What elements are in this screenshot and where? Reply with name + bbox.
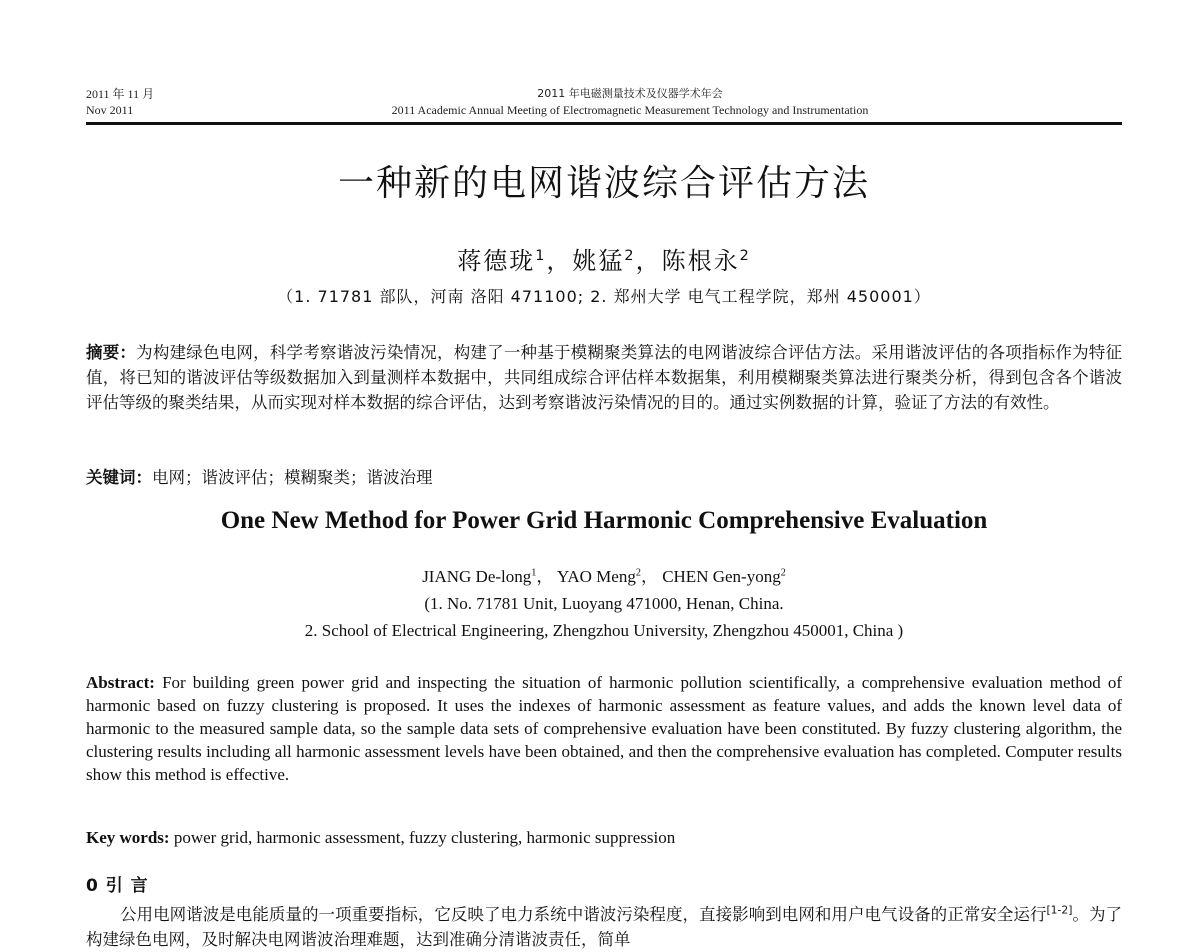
authors-cn	[86, 246, 1122, 276]
abstract-en-text: For building green power grid and inspecting the situation of harmonic pollution scientifically, a comprehensive evaluation method of harmonic based on fuzzy clustering is proposed. It uses the indexes of harmonic assessment as feature values, and adds the known level data of harmonic to the measured sample data, so the sample data sets of comprehensive evaluation have been constituted. By fuzzy clustering algorithm, the clustering results including all harmonic assessment levels have been obtained, and then the comprehensive evaluation has completed. Computer results show this method is effective.	[86, 673, 1122, 784]
abstract-en	[86, 671, 1122, 786]
affiliation-en-line-1: (1. No. 71781 Unit, Luoyang 471000, Henan, China.	[424, 594, 784, 613]
paper-title-en: One New Method for Power Grid Harmonic Comprehensive Evaluation	[220, 507, 988, 534]
keywords-en	[86, 826, 1122, 849]
abstract-cn-text: 为构建绿色电网，科学考察谐波污染情况，构建了一种基于模糊聚类算法的电网谐波综合评估方法。采用谐波评估的各项指标作为特征值，将已知的谐波评估等级数据加入到量测样本数据中，共同组成综合评估样本数据集，利用模糊聚类算法进行聚类分析，得到包含各个谐波评估等级的聚类结果，从而实现对样本数据的综合评估，达到考察谐波污染情况的目的。通过实例数据的计算，验证了方法的有效性。	[86, 343, 1123, 412]
author-cn-1: 蒋德珑$^1$，	[457, 247, 573, 275]
header-rule	[86, 122, 1122, 125]
header-conference-cn: 2011 年电磁测量技术及仪器学术年会	[537, 87, 723, 100]
running-header-conference	[300, 86, 960, 118]
author-cn-3: 陈根永$^2$	[661, 247, 751, 275]
authors-en	[86, 565, 1122, 589]
keywords-en-label: Key words:	[86, 828, 170, 847]
header-date-cn: 2011 年 11 月	[86, 87, 155, 101]
keywords-cn-label: 关键词：	[86, 468, 152, 487]
author-en-3: CHEN Gen-yong$^2$	[662, 567, 786, 586]
header-date-en: Nov 2011	[86, 103, 134, 117]
affiliation-en-line-2: 2. School of Electrical Engineering, Zhengzhou University, Zhengzhou 450001, China )	[304, 621, 904, 640]
section-paragraph-introduction: 公用电网谐波是电能质量的一项重要指标，它反映了电力系统中谐波污染程度，直接影响到电网和用户电气设备的正常安全运行[1-2]。为了构建绿色电网，及时解决电网谐波治理难题，达到准确分清谐波责任，简单	[86, 903, 1123, 949]
abstract-en-label: Abstract:	[86, 673, 155, 692]
header-conference-en: 2011 Academic Annual Meeting of Electromagnetic Measurement Technology and Instrumentation	[391, 103, 869, 117]
paper-title-cn: 一种新的电网谐波综合评估方法	[337, 163, 870, 204]
citation-ref: [1-2]	[1046, 903, 1073, 917]
abstract-cn	[86, 340, 1122, 415]
author-en-1: JIANG De-long$^1$，	[422, 567, 554, 586]
author-cn-2: 姚猛$^2$，	[572, 247, 662, 275]
abstract-cn-label: 摘要：	[86, 343, 137, 362]
author-en-2: YAO Meng$^2$，	[556, 567, 658, 586]
keywords-en-text: power grid, harmonic assessment, fuzzy clustering, harmonic suppression	[173, 828, 676, 847]
running-header-date	[86, 86, 154, 118]
keywords-cn	[86, 466, 1122, 490]
section-heading-introduction: 0 引 言	[86, 876, 149, 896]
affiliation-cn: （1. 71781 部队，河南 洛阳 471100; 2. 郑州大学 电气工程学院，郑州 450001）	[277, 287, 931, 306]
keywords-cn-text: 电网；谐波评估；模糊聚类；谐波治理	[152, 468, 433, 487]
